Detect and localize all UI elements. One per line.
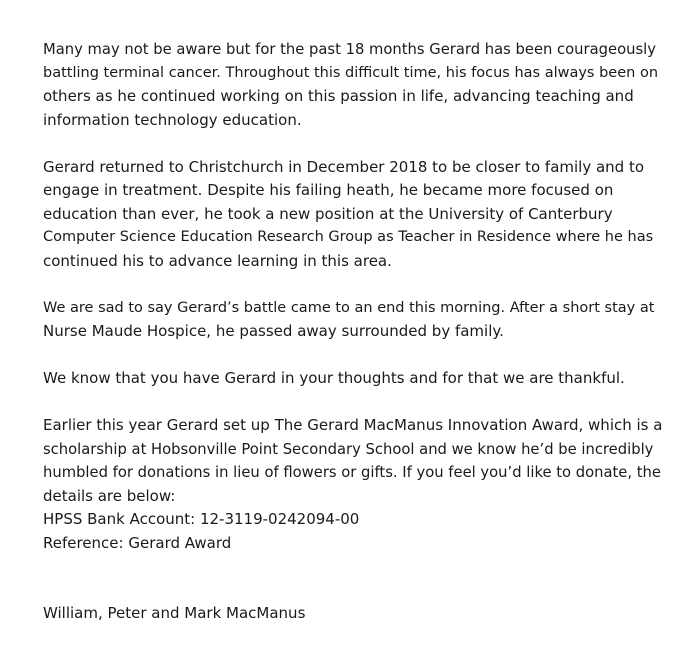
text-line: We know that you have Gerard in your thoughts and for that we are thankful. [43,369,625,387]
text-line: Nurse Maude Hospice, he passed away surrounded by family. [43,322,504,340]
text-line: battling terminal cancer. Throughout this difficult time, his focus has always been on [43,64,659,81]
text-line: continued his to advance learning in this area. [43,251,392,270]
paragraph-illness [43,38,663,132]
signoff-names: William, Peter and Mark MacManus [43,604,306,622]
text-line: We are sad to say Gerard’s battle came to an end this morning. After a short stay at [43,299,655,316]
paragraph-thanks [43,367,663,391]
text-line: Earlier this year Gerard set up The Gerard MacManus Innovation Award, which is a [43,416,663,434]
text-line: Gerard returned to Christchurch in December 2018 to be closer to family and to [43,157,645,176]
text-line: Many may not be aware but for the past 18 months Gerard has been courageously [43,41,656,58]
paragraph-passing [43,297,663,344]
text-line: others as he continued working on this passion in life, advancing teaching and [43,87,634,105]
bank-account: HPSS Bank Account: 12-3119-0242094-00 [43,510,360,528]
signoff [43,602,663,626]
text-line: information technology education. [43,110,302,129]
text-line: humbled for donations in lieu of flowers or gifts. If you feel you’d like to donate, the [43,464,661,481]
paragraph-award [43,414,663,555]
text-line: scholarship at Hobsonville Point Secondary School and we know he’d be incredibly [43,440,654,458]
letter [43,38,663,649]
text-line: Computer Science Education Research Group as Teacher in Residence where he has [43,229,654,245]
paragraph-christchurch [43,156,663,274]
text-line: engage in treatment. Despite his failing heath, he became more focused on [43,181,614,199]
reference: Reference: Gerard Award [43,533,232,552]
text-line: education than ever, he took a new position at the University of Canterbury [43,204,613,223]
text-line: details are below: [43,486,176,505]
